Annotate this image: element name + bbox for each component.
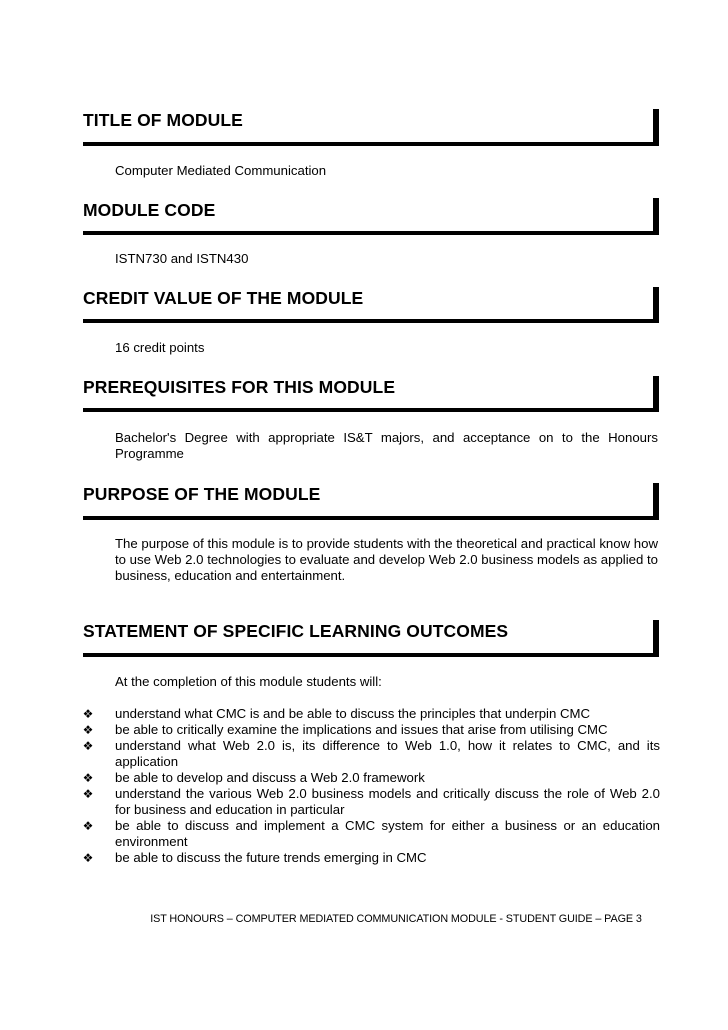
page-footer xyxy=(0,913,728,925)
diamond-bullet-icon: ❖ xyxy=(82,771,94,785)
outcome-text: understand what Web 2.0 is, its difference to Web 1.0, how it relates to CMC, and its application xyxy=(115,738,660,769)
list-item xyxy=(80,738,660,770)
section-heading: CREDIT VALUE OF THE MODULE xyxy=(83,288,364,308)
heading-underline xyxy=(83,231,659,235)
section-heading: PREREQUISITES FOR THIS MODULE xyxy=(83,377,396,397)
section-body: At the completion of this module students will: xyxy=(115,674,382,689)
heading-corner-bar xyxy=(653,109,659,146)
section-body: Bachelor's Degree with appropriate IS&T majors, and acceptance on to the Honours Programme xyxy=(115,430,658,461)
list-item xyxy=(80,706,660,722)
outcome-text: understand what CMC is and be able to discuss the principles that underpin CMC xyxy=(115,706,591,721)
list-item xyxy=(80,818,660,850)
outcome-text: be able to critically examine the implications and issues that arise from utilising CMC xyxy=(115,722,608,737)
section-body: ISTN730 and ISTN430 xyxy=(115,251,249,266)
section-heading: TITLE OF MODULE xyxy=(83,110,243,130)
diamond-bullet-icon: ❖ xyxy=(82,707,94,721)
outcome-text: understand the various Web 2.0 business models and critically discuss the role of Web 2.0 for business and education in particular xyxy=(115,786,660,817)
footer-text: IST HONOURS – COMPUTER MEDIATED COMMUNICATION MODULE - STUDENT GUIDE – PAGE 3 xyxy=(150,913,642,925)
learning-outcomes-list xyxy=(80,706,660,866)
heading-underline xyxy=(83,408,659,412)
diamond-bullet-icon: ❖ xyxy=(82,819,94,833)
list-item xyxy=(80,850,660,866)
heading-underline xyxy=(83,653,659,657)
diamond-bullet-icon: ❖ xyxy=(82,723,94,737)
diamond-bullet-icon: ❖ xyxy=(82,851,94,865)
heading-corner-bar xyxy=(653,376,659,412)
section-heading: MODULE CODE xyxy=(83,200,216,220)
diamond-bullet-icon: ❖ xyxy=(82,739,94,753)
diamond-bullet-icon: ❖ xyxy=(82,787,94,801)
list-item xyxy=(80,722,660,738)
heading-corner-bar xyxy=(653,620,659,657)
section-heading: STATEMENT OF SPECIFIC LEARNING OUTCOMES xyxy=(83,621,509,641)
heading-underline xyxy=(83,319,659,323)
list-item xyxy=(80,770,660,786)
heading-corner-bar xyxy=(653,287,659,323)
heading-underline xyxy=(83,142,659,146)
heading-underline xyxy=(83,516,659,520)
list-item xyxy=(80,786,660,818)
outcome-text: be able to discuss the future trends emerging in CMC xyxy=(115,850,427,865)
heading-corner-bar xyxy=(653,483,659,520)
section-body: 16 credit points xyxy=(115,340,205,355)
outcome-text: be able to develop and discuss a Web 2.0 framework xyxy=(115,770,425,785)
outcome-text: be able to discuss and implement a CMC system for either a business or an education environment xyxy=(115,818,660,849)
heading-corner-bar xyxy=(653,198,659,235)
section-heading: PURPOSE OF THE MODULE xyxy=(83,484,321,504)
section-body: Computer Mediated Communication xyxy=(115,163,327,178)
section-body: The purpose of this module is to provide students with the theoretical and practical know how to use Web 2.0 technologies to evaluate and develop Web 2.0 business models as applied to business, education and entertainment. xyxy=(115,536,658,583)
